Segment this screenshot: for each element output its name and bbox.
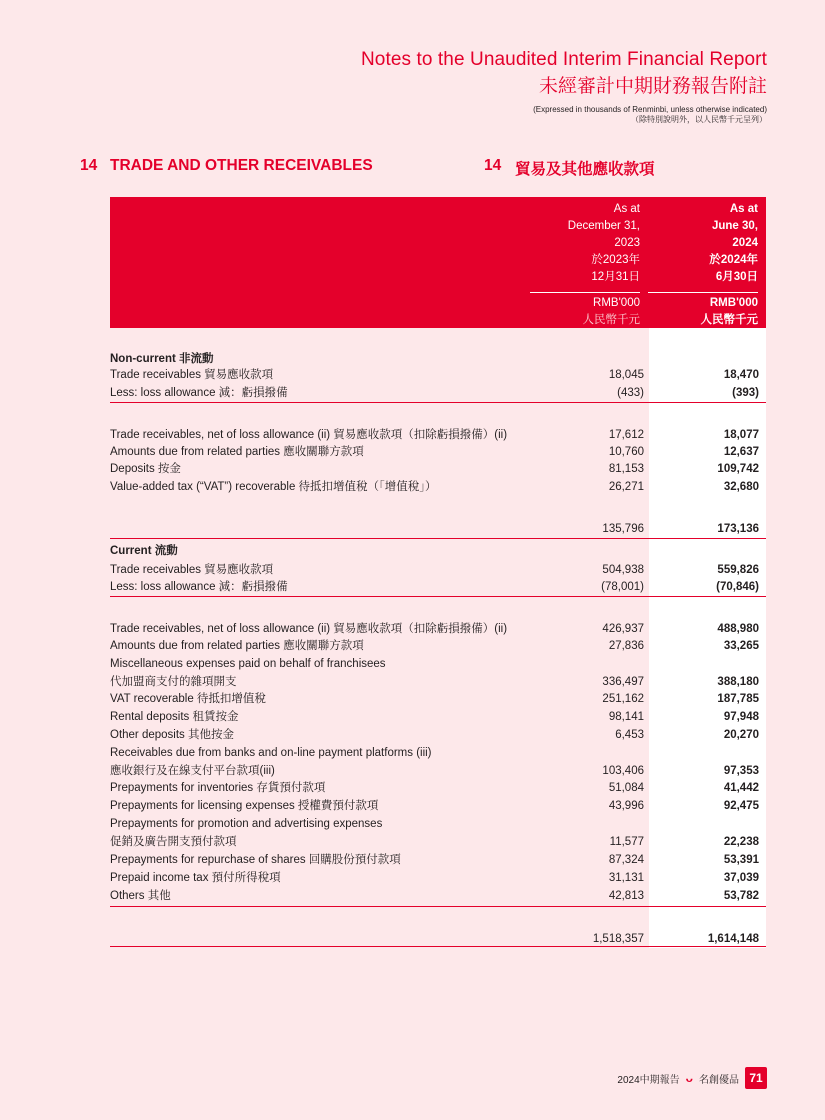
row-label: Prepayments for repurchase of shares 回購股份預付款項 [110,854,401,866]
row-label: Prepaid income tax 預付所得稅項 [110,872,281,884]
row-label: Prepayments for promotion and advertising expenses [110,818,383,830]
row-label: Less: loss allowance 減：虧損撥備 [110,387,288,399]
row-label: Receivables due from banks and on-line payment platforms (iii) [110,747,432,759]
col-2023-unit-en: RMB'000 [593,297,640,309]
col-2024-line: 2024 [732,237,758,249]
table-row [110,655,766,673]
table-rule [110,402,766,403]
currency-note [533,105,767,125]
table-row [110,690,766,708]
section-number-en: 14 [80,157,98,174]
value-2024: 18,470 [723,369,759,381]
value-2024: 41,442 [723,782,759,794]
row-label: Current 流動 [110,545,178,557]
col-2024-line: June 30, [711,220,758,232]
table-row [110,673,766,691]
value-2023: 336,497 [602,676,644,688]
value-2023: 27,836 [608,640,644,652]
table-row [110,726,766,744]
row-label: Deposits 按金 [110,463,181,475]
value-2023: 11,577 [609,836,644,848]
section-number-zh: 14 [484,157,502,174]
currency-note-zh: （除特別說明外，以人民幣千元呈列） [631,115,767,124]
value-2023: 18,045 [608,369,644,381]
value-2023: 10,760 [608,446,644,458]
table-row [110,366,766,384]
value-2023: 43,996 [608,800,644,812]
table-row [110,426,766,444]
row-label: Less: loss allowance 減：虧損撥備 [110,581,288,593]
miniso-logo-icon: ᴗ [685,1071,693,1085]
row-label: Rental deposits 租賃按金 [110,711,239,723]
col-2024-line: 6月30日 [715,271,758,283]
value-2023: 42,813 [608,890,644,902]
table-row [110,443,766,461]
col-2023-unit-zh: 人民幣千元 [582,314,640,326]
value-2023: 87,324 [608,854,644,866]
page-number: 71 [745,1067,767,1089]
table-row [110,478,766,496]
table-row [110,384,766,402]
col-2023-line: 2023 [614,237,640,249]
value-2023: 17,612 [608,429,644,441]
header-divider [648,292,758,293]
value-2024: 12,637 [723,446,759,458]
value-2023: 251,162 [602,693,644,705]
col-2023-line: As at [613,203,640,215]
value-2023: 81,153 [608,463,644,475]
value-2024: 53,391 [723,854,759,866]
value-2023: (433) [617,387,644,399]
value-2023: 26,271 [608,481,644,493]
value-2024: 173,136 [717,523,759,535]
value-2024: (70,846) [716,581,759,593]
table-row [110,815,766,833]
value-2024: 32,680 [723,481,759,493]
table-row [110,637,766,655]
col-2023-unit [520,295,640,329]
table-row [110,620,766,638]
row-label: Trade receivables, net of loss allowance (ii) 貿易應收款項（扣除虧損撥備）(ii) [110,429,508,441]
row-label: Amounts due from related parties 應收關聯方款項 [110,446,364,458]
col-2023-header [520,201,640,286]
table-row [110,762,766,780]
value-2024: 37,039 [723,872,759,884]
row-label: 應收銀行及在線支付平台款項(iii) [110,765,275,777]
table-row [110,542,766,560]
row-label: Prepayments for inventories 存貨預付款項 [110,782,326,794]
value-2023: (78,001) [601,581,644,593]
row-label: Trade receivables 貿易應收款項 [110,564,274,576]
value-2024: 20,270 [723,729,759,741]
row-label: Others 其他 [110,890,171,902]
table-row [110,578,766,596]
table-row [110,744,766,762]
table-row [110,851,766,869]
row-label: Value-added tax (“VAT”) recoverable 待抵扣增值稅（「增值稅」） [110,481,437,493]
value-2024: 388,180 [717,676,759,688]
footer-report-name: 2024中期報告 [617,1074,680,1086]
value-2024: 97,353 [723,765,759,777]
value-2024: (393) [732,387,759,399]
value-2024: 488,980 [717,623,759,635]
table-row [110,779,766,797]
value-2024: 33,265 [723,640,759,652]
value-2024: 97,948 [723,711,759,723]
col-2024-line: As at [729,203,758,215]
value-2024: 187,785 [717,693,759,705]
value-2024: 559,826 [717,564,759,576]
value-2023: 426,937 [602,623,644,635]
row-label: Other deposits 其他按金 [110,729,234,741]
value-2024: 22,238 [723,836,759,848]
row-label: Amounts due from related parties 應收關聯方款項 [110,640,364,652]
page-footer [617,1066,767,1090]
value-2023: 6,453 [615,729,644,741]
row-label: Non-current 非流動 [110,353,214,365]
row-label: Trade receivables 貿易應收款項 [110,369,274,381]
table-rule [110,946,766,947]
col-2024-line: 於2024年 [709,254,758,266]
table-row [110,561,766,579]
table-rule [110,596,766,597]
header-divider [530,292,640,293]
value-2023: 51,084 [608,782,644,794]
value-2024: 1,614,148 [707,933,759,945]
col-2024-header [648,201,758,286]
row-label: Prepayments for licensing expenses 授權費預付款項 [110,800,379,812]
row-label: Miscellaneous expenses paid on behalf of franchisees [110,658,386,670]
table-row [110,869,766,887]
value-2024: 53,782 [723,890,759,902]
table-row [110,887,766,905]
currency-note-en: (Expressed in thousands of Renminbi, unless otherwise indicated) [533,105,767,114]
value-2023: 504,938 [602,564,644,576]
section-title-en: TRADE AND OTHER RECEIVABLES [110,157,373,174]
value-2024: 18,077 [723,429,759,441]
subtotal-row [110,520,766,538]
report-title-zh: 未經審計中期財務報告附註 [538,76,767,97]
value-2023: 31,131 [608,872,644,884]
section-title-zh: 貿易及其他應收款項 [515,161,655,178]
table-header [110,197,766,328]
col-2023-line: December 31, [567,220,640,232]
table-row [110,460,766,478]
col-2024-unit [648,295,758,329]
col-2023-line: 於2023年 [591,254,640,266]
col-2023-line: 12月31日 [591,271,640,283]
col-2024-unit-zh: 人民幣千元 [700,314,758,326]
row-label: 代加盟商支付的雜項開支 [110,676,237,688]
value-2023: 103,406 [602,765,644,777]
value-2023: 98,141 [608,711,644,723]
report-title-en: Notes to the Unaudited Interim Financial Report [360,49,767,70]
value-2024: 109,742 [717,463,759,475]
value-2024: 92,475 [723,800,759,812]
table-row [110,833,766,851]
row-label: VAT recoverable 待抵扣增值稅 [110,693,266,705]
footer-brand: 名創優品 [699,1074,739,1086]
table-rule [110,538,766,539]
table-row [110,708,766,726]
table-rule [110,906,766,907]
table-row [110,797,766,815]
row-label: 促銷及廣告開支預付款項 [110,836,237,848]
value-2023: 135,796 [602,523,644,535]
col-2024-unit-en: RMB'000 [709,297,758,309]
row-label: Trade receivables, net of loss allowance (ii) 貿易應收款項（扣除虧損撥備）(ii) [110,623,508,635]
value-2023: 1,518,357 [592,933,644,945]
